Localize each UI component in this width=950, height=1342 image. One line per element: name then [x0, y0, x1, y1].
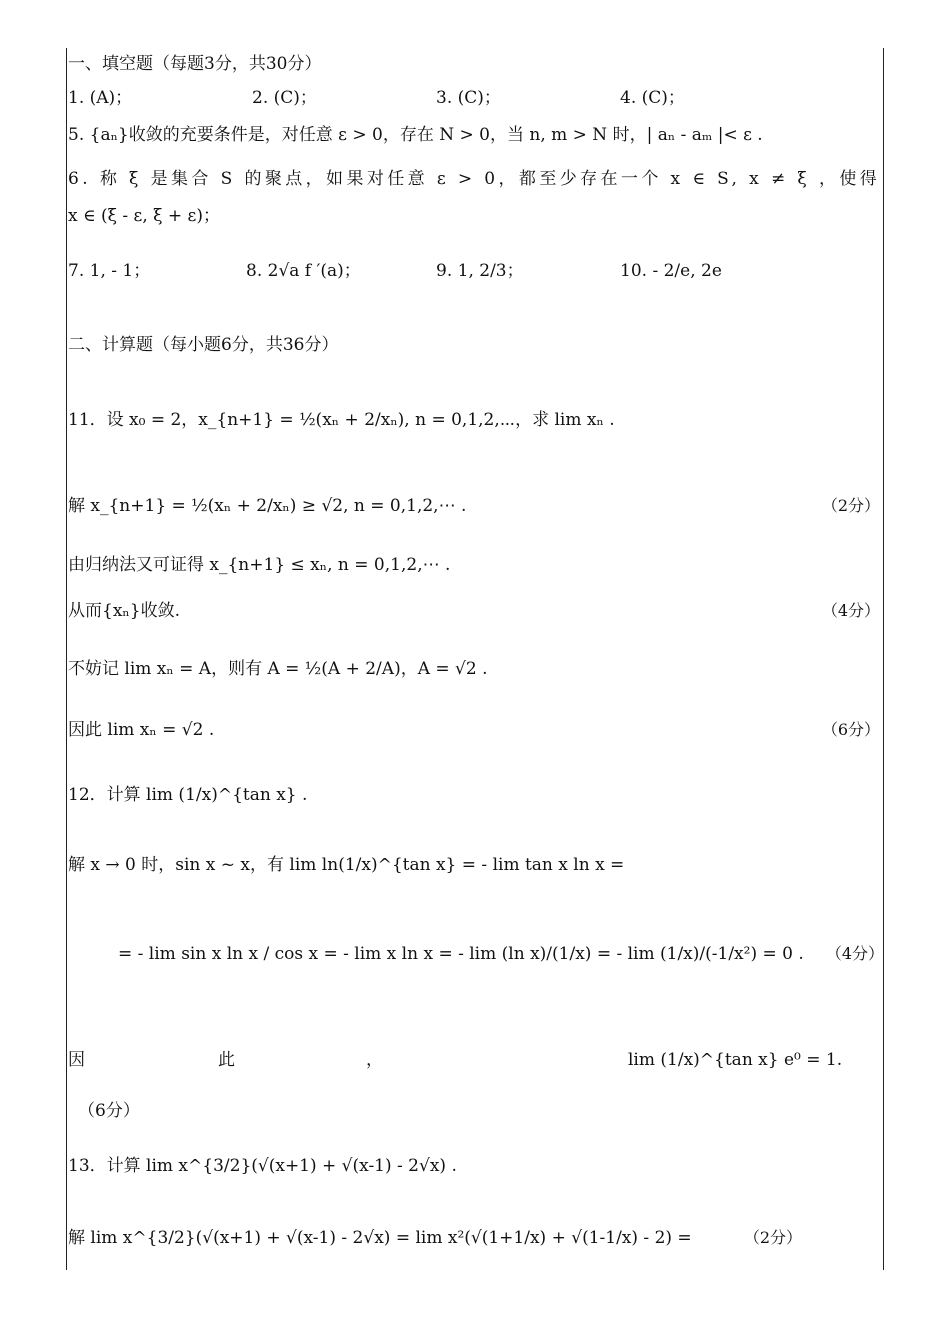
answer-7: 7. 1, - 1； — [68, 261, 151, 281]
solution-11-step-1-text: 解 x_{n+1} = ½(xₙ + 2/xₙ) ≥ √2, n = 0,1,2,⋯ . — [68, 496, 467, 516]
solution-11-step-2: 由归纳法又可证得 x_{n+1} ≤ xₙ, n = 0,1,2,⋯ . — [68, 555, 451, 575]
score-2: （2分） — [821, 496, 880, 515]
answer-5: 5. {aₙ}收敛的充要条件是，对任意 ε > 0，存在 N > 0，当 n, m > N 时，| aₙ - aₘ |< ε . — [68, 125, 763, 145]
answer-6-line-2: x ∈ (ξ - ε, ξ + ε)； — [68, 206, 220, 226]
answer-6-line-1: 6. 称 ξ 是集合 S 的聚点，如果对任意 ε > 0，都至少存在一个 x ∈ S, x ≠ ξ ，使得 — [68, 169, 881, 189]
solution-12-result: lim (1/x)^{tan x} e⁰ = 1. — [628, 1050, 843, 1070]
score-6-b: （6分） — [78, 1101, 140, 1121]
solution-13-step-1-text: 解 lim x^{3/2}(√(x+1) + √(x-1) - 2√x) = lim x²(√(1+1/x) + √(1-1/x) - 2) = — [68, 1228, 692, 1248]
score-4: （4分） — [821, 601, 880, 620]
solution-11-step-5-text: 因此 lim xₙ = √2 . — [68, 720, 215, 740]
answer-2: 2. (C)； — [252, 88, 317, 108]
question-13: 13．计算 lim x^{3/2}(√(x+1) + √(x-1) - 2√x) . — [68, 1156, 457, 1176]
answer-10: 10. - 2/e, 2e — [620, 261, 722, 281]
left-border-line — [66, 48, 67, 1270]
score-2-b: （2分） — [743, 1228, 802, 1247]
answer-1: 1. (A)； — [68, 88, 133, 108]
right-border-line — [883, 48, 884, 1270]
score-6: （6分） — [821, 720, 880, 739]
solution-11-step-4: 不妨记 lim xₙ = A，则有 A = ½(A + 2/A)，A = √2 . — [68, 659, 488, 679]
solution-12-step-1: 解 x → 0 时，sin x ~ x，有 lim ln(1/x)^{tan x} = - lim tan x ln x = — [68, 855, 625, 875]
solution-12-word-1: 因 — [68, 1050, 85, 1070]
section-1-title: 一、填空题（每题3分，共30分） — [68, 54, 322, 74]
question-12: 12．计算 lim (1/x)^{tan x} . — [68, 785, 308, 805]
answer-3: 3. (C)； — [436, 88, 501, 108]
solution-12-step-2-text: = - lim sin x ln x / cos x = - lim x ln x = - lim (ln x)/(1/x) = - lim (1/x)/(-1/x²) = 0 . — [118, 944, 804, 964]
answer-8: 8. 2√a f ′(a)； — [246, 261, 361, 281]
solution-12-comma: ， — [366, 1050, 383, 1070]
solution-12-word-2: 此 — [218, 1050, 235, 1070]
section-2-title: 二、计算题（每小题6分，共36分） — [68, 335, 339, 355]
solution-11-step-3-text: 从而{xₙ}收敛. — [68, 601, 180, 621]
answer-9: 9. 1, 2/3； — [436, 261, 524, 281]
question-11: 11．设 x₀ = 2，x_{n+1} = ½(xₙ + 2/xₙ), n = 0,1,2,⋯，求 lim xₙ . — [68, 410, 615, 430]
score-4-b: （4分） — [825, 944, 884, 963]
answer-4: 4. (C)； — [620, 88, 685, 108]
